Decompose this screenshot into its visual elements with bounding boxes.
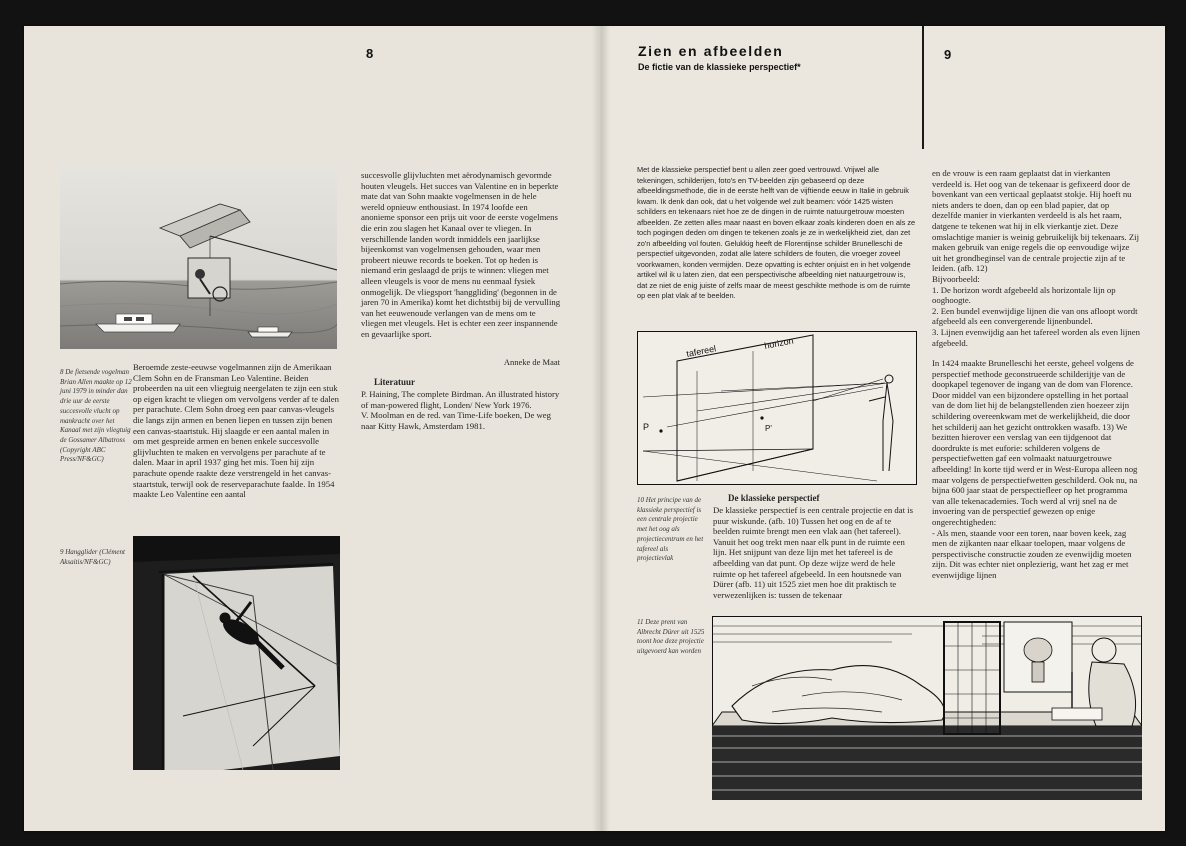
intro-text: Met de klassieke perspectief bent u allen zeer goed vertrouwd. Vrijwel alle tekeningen, schilderijen, foto's en TV-beelden zijn gebaseerd op deze afbeeldingsmethode, die in de eerste helft van de vijftiende eeuw in Italië in gebruik kwam. Ik denk dan ook, dat u het volgende wel zult beamen: vóór 1425 wisten schilders en tekenaars niet hoe ze de dingen in de ruimte natuurgetrouw moesten afbeelden. Ze zetten alles maar naast en boven elkaar zoals kinderen doen en als ze toch pogingen deden om dingen te tekenen zoals je ze in werkelijkheid ziet, dan zet zo'n afbeelding vol fouten. Gelukkig heeft de Florentijnse schilder Brunelleschi de perspectief uitgevonden, zodat alle latere schilders de fouten, die vroeger zoveel voorkwamen, konden vermijden. Deze opvatting is echter onjuist en in het volgende artikel wil ik u laten zien, dat een perspectivische afbeelding niet natuurgetrouw is, dat ze niet de enig juiste of zelfs maar de meest geschikte methode is om de ruimte op een plat vlak af te beelden. <box>637 165 916 300</box>
caption-woodcut-11: 11 Deze prent van Albrecht Dürer uit 1525 toont hoe deze projectie uitgevoerd kan worden <box>637 618 705 656</box>
right-column-para-7: - Als men, staande voor een toren, naar boven keek, zag men de zijkanten naar elkaar toelopen, maar volgens de perspectivische constructie zouden ze evenwijdig moeten zijn. Dit was echter niet onplezierig, want het zag er met evenwijdige lijnen <box>932 527 1132 580</box>
durer-woodcut <box>712 616 1142 800</box>
column-2-text: succesvolle glijvluchten met aërodynamisch gevormde houten vleugels. Het succes van Valentine en in beperkte mate dat van Sohn maakte vogelmensen in de hele wereld opnieuw enthousiast. In 1974 loofde een anonieme sponsor een prijs uit voor de eerste vogelmens die erin zou slagen het Kanaal over te vliegen. In verschillende landen wordt inmiddels een jaarlijkse bijeenkomst van vogelmensen gehouden, waar men probeert nieuwe records te boeken. Tot op heden is niemand erin geslaagd de prijs te winnen: vliegen met alleen vleugels is voor de mens nu eenmaal fysiek onmogelijk. De vliegsport 'hanggliding' (begonnen in de jaren 70 in Amerika) komt het dichtstbij bij de vervulling van het eeuwenoude verlangen van de mens om te vliegen met vleugels. Het is echter een zeer inspannende en gevaarlijke sport. <box>361 170 561 339</box>
caption-diagram-10: 10 Het principe van de klassieke perspectief is een centrale projectie met het oog als projectiecentrum en het tafereel als projectievlak <box>637 496 704 563</box>
section-title: Zien en afbeelden <box>638 43 784 59</box>
diagram-label-p: P <box>643 422 650 432</box>
magazine-spread <box>24 26 1165 831</box>
right-page <box>599 26 1165 831</box>
left-page <box>24 26 599 831</box>
diagram-label-horizon: horizon <box>763 335 795 351</box>
spine-gutter <box>592 26 610 831</box>
perspective-diagram-svg <box>637 331 917 485</box>
right-column-para-3: 1. De horizon wordt afgebeeld als horizontale lijn op ooghoogte. <box>932 284 1116 306</box>
right-column-para-2: Bijvoorbeeld: <box>932 273 980 284</box>
literature-heading: Literatuur <box>374 377 415 387</box>
caption-photo-9: 9 Hangglider (Clément Aksaitis/NF&GC) <box>60 548 125 566</box>
page-number-right: 9 <box>944 47 952 62</box>
right-column-block <box>932 168 1140 581</box>
author-signature: Anneke de Maat <box>503 357 560 367</box>
section-subtitle: De fictie van de klassieke perspectief* <box>638 62 801 72</box>
column-divider-rule <box>922 26 924 149</box>
right-column-para-4: 2. Een bundel evenwijdige lijnen die van ons afloopt wordt afgebeeld als een convergerende lijnenbundel. <box>932 305 1138 327</box>
diagram-label-p-prime: P' <box>765 424 772 433</box>
photo-gossamer-albatross <box>60 166 337 349</box>
woodcut-illustration <box>712 616 1142 800</box>
subheading-klassieke-perspectief: De klassieke perspectief <box>728 493 820 503</box>
caption-photo-8: 8 De fietsende vogelman Brian Allen maakte op 12 juni 1979 in minder dan drie uur de eerste succesvolle vlucht op mankracht over het Kanaal met zijn vliegtuig de Gossamer Albatross (Copyright ABC Press/NF&GC) <box>60 368 132 464</box>
page-number-left: 8 <box>366 46 374 61</box>
hangglider-photo-illustration <box>133 536 340 770</box>
mid-column-text: De klassieke perspectief is een centrale projectie en dat is puur wiskunde. (afb. 10) Tussen het oog en de af te beelden ruimte brengt men een vlak aan (het tafereel). Vanuit het oog trekt men naar elk punt in de ruimte een lijn. Het snijpunt van deze lijn met het tafereel is de afbeelding van dat punt. Op deze wijze werd de hele ruimte op het tafereel afgebeeld. In een houtsnede van Dürer (afb. 11) uit 1525 ziet men hoe dit praktisch te verwezenlijken is: tussen de tekenaar <box>713 505 913 600</box>
right-column-para-6: In 1424 maakte Brunelleschi het eerste, geheel volgens de perspectief methode geconstrueerde schilderijtje van de doopkapel tegenover de ingang van de dom van Florence. Door middel van een bijzondere opstelling in het portaal van de dom liet hij de belangstellenden zien hoezeer zijn schildering overeenkwam met de werkelijkheid, die door het schilderij aan het gezicht onttrokken wasafb. 13) We bezitten hierover een verslag van een tijdgenoot dat doordrukte is met euforie: schilderen volgens de perspectiefwetten gaf een volmaakt natuurgetrouwe afbeelding! In korte tijd werd er in West-Europa alleen nog maar volgens de perspectiefwetten geschilderd. Ook nu, na bijna 600 jaar staat de perspectiefleer op het programma van alle tekenacademies. Toch werd al vrij snel na de invoering van de perspectief gewezen op enige ongerechtigheden: <box>932 358 1138 527</box>
diagram-label-tafereel: tafereel <box>685 343 717 359</box>
literature-entry-1: P. Haining, The complete Birdman. An illustrated history of man-powered flight, Londen/ New York 1976. <box>361 389 560 410</box>
right-column-para-1: en de vrouw is een raam geplaatst dat in vierkanten verdeeld is. Het oog van de tekenaar is gefixeerd door de bovenkant van een verticaal geplaatst stokje. Hij hoeft nu niets anders te doen, dan op een blad papier, dat op dezelfde manier in vierkanten verdeeld is als het raam, datgene te tekenen wat hij in elk vierkantje ziet. Deze omslachtige manier is weinig gebruikelijk bij tekenaars. Zij maken gebruik van enige regels die op eenvoudige wijze uit het grondbeginsel van de centrale projectie zijn af te leiden. (afb. 12) <box>932 168 1139 274</box>
perspective-diagram <box>637 331 917 485</box>
column-1-text: Beroemde zeste-eeuwse vogelmannen zijn de Amerikaan Clem Sohn en de Fransman Leo Valentine. Beiden probeerden na uit een vliegtuig neergelaten te zijn een stuk op eigen kracht te vliegen om vervolgens verder af te dalen per parachute. Clem Sohn droeg een paar canvas-vleugels die langs zijn armen en benen liepen en tussen zijn benen een canvas-staartstuk. Hij slaagde er een aantal malen in om met gespreide armen en benen enkele succesvolle glijvluchten te maken en vervolgens per parachute af te dalen. Maar in april 1937 ging het mis. Toen hij zijn parachute opende raakte deze verstrengeld in het canvas-staartstuk, terwijl ook de reserveparachute faalde. In 1954 maakte Leo Valentine een aantal <box>133 362 340 500</box>
literature-entry-2: V. Moolman en de red. van Time-Life boeken, De weg naar Kitty Hawk, Amsterdam 1981. <box>361 410 551 431</box>
aircraft-photo-illustration <box>60 166 337 349</box>
photo-hangglider <box>133 536 340 770</box>
right-column-para-5: 3. Lijnen evenwijdig aan het tafereel worden als even lijnen afgebeeld. <box>932 326 1140 348</box>
